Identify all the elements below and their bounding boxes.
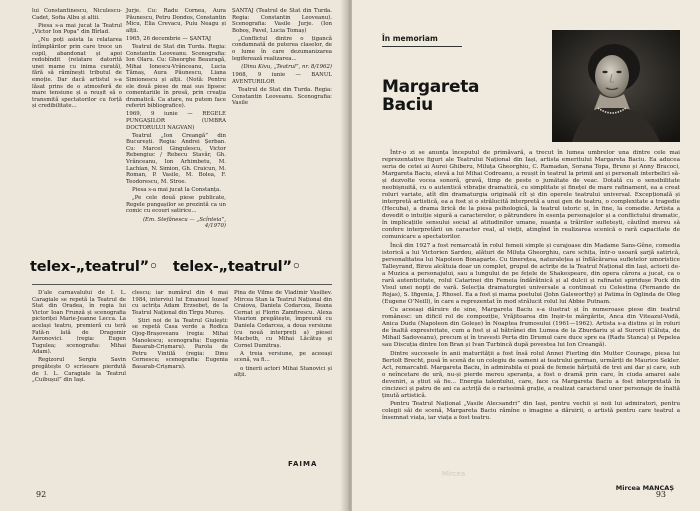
citation: (Dinu Kivu, „Teatrul”, nr. 8/1962): [241, 64, 332, 71]
paragraph: clescu; iar numărul din 4 mai 1984, interviul lui Emanuel Iozsef cu actrița Adam Erzsebet, de la Teatrul Național din Tîrgu Mureș.: [132, 290, 228, 316]
paragraph: Jurje. Cu: Radu Cornea, Aura Păunescu, Petru Dondos, Constantin Micu, Elia Crevacu, Puiu Neagu și alții.: [126, 8, 226, 34]
paragraph: ȘANTAJ (Teatrul de Stat din Turda. Regia: Constantin Leoveanu). Scenografia: Vasile Jurje. (Ion Boboș, Pavel, Lucia Tomaș): [232, 8, 332, 34]
paragraph: Teatrul de Stat din Turda. Regia: Constantin Leoveanu. Scenografia: Ion Olaru. Cu: Gheorghe Beauragă, Mihai Ionescu-Vrânceanu, Lucia Tămaș, Aura Păunescu, Liana Simionescu și alții. (Notă: Pentru ele două piese de mai sus lipsesc comentariile în presă, prin creația dramatică. Ca atare, nu putem face referiri bibliografice).: [126, 43, 226, 110]
portrait-photo: [552, 30, 680, 142]
watermark: Mircea: [442, 470, 466, 478]
banner-text-2: telex-„teatrul”◦: [172, 259, 301, 275]
left-column-3: [232, 8, 332, 108]
article-body: [382, 150, 680, 424]
paragraph: Regizorul Sergiu Savin pregătește O scrisoare pierdută de I. L. Caragiale la Teatrul „Cuibușul” din Iași.: [32, 357, 126, 384]
paragraph: Pina de Vilme de Vladimir Vasiliev. Mircea Stan la Teatrul Național din Craiova, Daniela Codarcea, Ileana Cernat și Florin Zamfirescu. Alexa Visarion pregătește, împreună cu Daniela Codarcea, a doua versiune (cu nouă interpreți a) piesei Macbeth, cu Mihai Lăcătuș și Cornel Dumitraș.: [234, 290, 332, 349]
right-page: [352, 0, 700, 511]
entry-heading: 1968, 9 iunie — BANUL AVENTURILOR: [232, 72, 332, 85]
paragraph: „Conflictul dintre o țigancă condamnată de puterea claselor, de o lume în care dezumanizarea legiferează realizarea...: [232, 35, 332, 62]
paragraph: Teatrul „Ion Creangă” din București. Regia: Andrei Șerban. Cu: Marcel Gingulescu, Victor Rebengiuc / Rebecu Stavăr, Gh. Vrânceanu, Ion Arhimbetu, M. Lachian, N. Simion, Gh. Craicun, M. Roman, P. Vasile, M. Bolea, F. Teodorescu, M. Stroe.: [126, 132, 226, 185]
left-bottom-column-3: [234, 290, 332, 380]
paragraph: o tinerii actori Mihai Stanovici și alții.: [234, 365, 332, 379]
entry-heading: 1965, 26 decembrie — ȘANTAJ: [126, 35, 212, 42]
entry-heading: 1969, 9 iunie — REGELE PUNGAȘILOR (UMBRA DOCTORULUI NAGVAN): [126, 111, 226, 131]
paragraph: Pentru Teatrul Național „Vasile Alecsandri” din Iași, pentru vechii și noii lui admiratori, pentru colegii săi de scenă, Margareta Baciu rămîne o imagine a dăruirii, o artistă pentru care teatrul a însemnat viața, iar viața a fost teatru.: [382, 401, 680, 421]
paragraph: „Pe cele două piese publicate, Regele pungașilor se prezintă ca un comic cu ecouri satirice...: [126, 195, 226, 215]
left-bottom-column-2: [132, 290, 228, 372]
paragraph: „Nu poți asista la relatarea întîmplărilor prin care trece un copil, abandonat și apoi redobîndit (relatare datorită unei mame cu inima curată), fără să rămînești tributul de emoție. Dar dacă artistul s-a lăsat prins de o atmosferă de mare tensiune și a reușit să o transmită spectatorilor cu forță și credibilitate...: [32, 37, 122, 110]
kicker-rule: [382, 46, 462, 47]
page-number-right: 93: [655, 490, 666, 499]
left-column-2: [126, 8, 226, 232]
paragraph: Cu aceeași dăruire de sine, Margareta Baciu s-a ilustrat și în numeroase piese din teatrul românesc: un dificil rol de compoziție, Vrăjitoarea din Inșir-te mărgărite, Anca din Viteazul-Vodă, Anica Dudu (Napoleon din Goleșe) în Noaptea frumosului (1961—1962). Artista s-a distins și în roluri de înaltă expresivitate, cum a fost și al bătrânei din Lumea de la Zburdariu și al Surorii (Căluța, de Mihail Sadoveanu), precum și în travesti Perta din Drumul care duce spre ea (Radu Stanca) și Pepelea sau Discuția dintre Ion Bran și Ivan Turbincă după povestea lui Ion Creangă).: [382, 307, 680, 348]
author-signature: Mircea MANCAȘ: [615, 484, 674, 492]
title-line-1: Margareta: [382, 77, 480, 97]
portrait-image: [552, 30, 680, 142]
page-number-left: 92: [36, 490, 47, 499]
section-divider: [32, 284, 332, 285]
paragraph: Încă din 1927 a fost remarcată în rolul femeii simple și curajoase din Madame Sans-Gêne, comedia istorică a lui Victorien Sardou, alături de Miluța Gheorghiu, care schița, într-o usoară șarjă satirică, personalitatea lui Napoleon Bonaparte. Cu tinerețea, naturalețea și înflăcărarea sufletelor umoristice Talleyrand, Birou alcătuia doar un complet, grupul de actrițe de la Teatrul Național din Iași, actorii de-a Muzica a personajului, sau a lungului de pe fețele de Shakespeare, din opera cărora a jucat, ca o rară autenticitate, rolul Catarinei din Femeia îndărătnică și al dulcii și rafinatei spiridușe Puck din Visul unei nopți de vară. Selecția dramaturgiei universale a continuat cu Celestina (Fernando de Rojas), S. Ifigenia, J. Rhosel. Ea a fost și mama poetului (John Galsworthy) și Patima în Oglinda de Oleg (Eugene O’Neill), în care a reprezentat în mod strălucit rolul lui Abbie Putnam.: [382, 242, 680, 305]
paragraph: Într-o zi se anunța începutul de primăvară, a trecut în lumea umbrelor una dintre cele mai reprezentative figuri ale Teatrului Național din Iași, artista emeritului Margareta Baciu. Ea aducea seria de cetei ai Aurei Ghiberu, Miluța Gheorghiu, C. Ramadan, Sorana Topa, Bruno și Anny Bracoci, Margareta Baciu, elevă a lui Mihai Codreanu, a reușit în teatrul la primii ani și personali interbelici să-și dezvolte vocea sonoră, gravă, timp de peste o jumătate de veac. Dotată cu o sensibilitate neobișnuită, cu o autentică vibrație dramatică, cu simplitate și fineței de mare rafinament, ea a creat roluri variate, atît din dramaturgia originală cît și din operele teatrului universal. Excepțională și interpretă artistică, ea a fost și o strălucită interpretă a unui gen de teatru, o complexitate a tragedie (Hecuba), a drama lirică de la piesa psihologică, la teatrul istoric și, în fine, la comedie. Artista a dovedit o intuiție sigură a caracterelor, o pătrundere în esența personajelor și a conflictului dramatic, în implicațiile sensului social al atitudinilor umane, nuanța a trăirilor sufletești, căutînd mereu să confere interpretării un caracter real, al vieții, atingînd în realizarea scenică o rară capacitate de comunicare a spectatorilor.: [382, 150, 680, 240]
paragraph: D’ale carnavalului de I. L. Caragiale se repetă la Teatrul de Stat din Oradea, în regia lui Victor Ioan Frunză și scenografia pictoriței Marie-Jeanne Lecca. La același teatru, premieră cu teră Fată-n lată de Dragomir Aeronovici. (regia: Eugen Tugulea; scenografia: Mihai Adam).: [32, 290, 126, 356]
signature-faima: FAIMA: [288, 460, 318, 468]
paragraph: Piesa s-a mai jucat la Constanța.: [132, 186, 221, 193]
telex-banner: [30, 252, 330, 282]
paragraph: Știri noi de la Teatrul Giulești: se repetă Casa verde a Rodica Ojog-Brașoveanu (regia: Mihai Manolescu; scenografia: Eugenia Basarab-Crișmaru). Parola de Petru Vintilă (regia: Dinu Cernescu; scenografia: Eugenia Basarab-Crișmaru).: [132, 317, 228, 371]
left-column-1: [32, 8, 122, 111]
section-kicker: În memoriam: [382, 34, 438, 43]
paragraph: A treia versiune, pe aceeași scenă, va fi...: [234, 350, 332, 364]
left-bottom-column-1: [32, 290, 126, 385]
paragraph: lui Constantinescu, Niculescu-Cadet, Sofia Albu și altii.: [32, 8, 122, 21]
paragraph: Teatrul de Stat din Turda. Regia: Constantin Leoveanu. Scenografia: Vasile: [232, 87, 332, 107]
left-page: [0, 0, 348, 511]
paragraph: Dintre succesele în anii maturității a fost însă rolul Annei Fierling din Mutter Courage, piesa lui Bertolt Brecht, pusă în scenă de un colegiu de oameni ai teatrului german, urmăriți de Maurice Sekler. Act, remarcabil. Margareta Baciu, în admirabila ei poză de femeie hărțuită de trei ani dar și care, sub o neîncetare de ură, nu-și pierde mereu speranța, a fost o dramă prin care, în ciuda amarei sale deveniri, a știut să fie... Energia talentului, care, face ca Margareta Baciu a fost interpretată în cincizeci și patru de ani ca actriță de o rarissimă grație, a realizat caracterul unor personaje de înaltă ținută artistică.: [382, 350, 680, 399]
banner-text-1: telex-„teatrul”◦: [30, 259, 158, 275]
citation: (Em. Stefănescu — „Scînteia”, 4/1970): [142, 216, 226, 230]
article-title: [382, 78, 479, 114]
paragraph: Piesa s-a mai jucat la Teatrul „Victor Ion Popa” din Bîrlad.: [32, 22, 122, 36]
title-line-2: Baciu: [382, 95, 433, 115]
